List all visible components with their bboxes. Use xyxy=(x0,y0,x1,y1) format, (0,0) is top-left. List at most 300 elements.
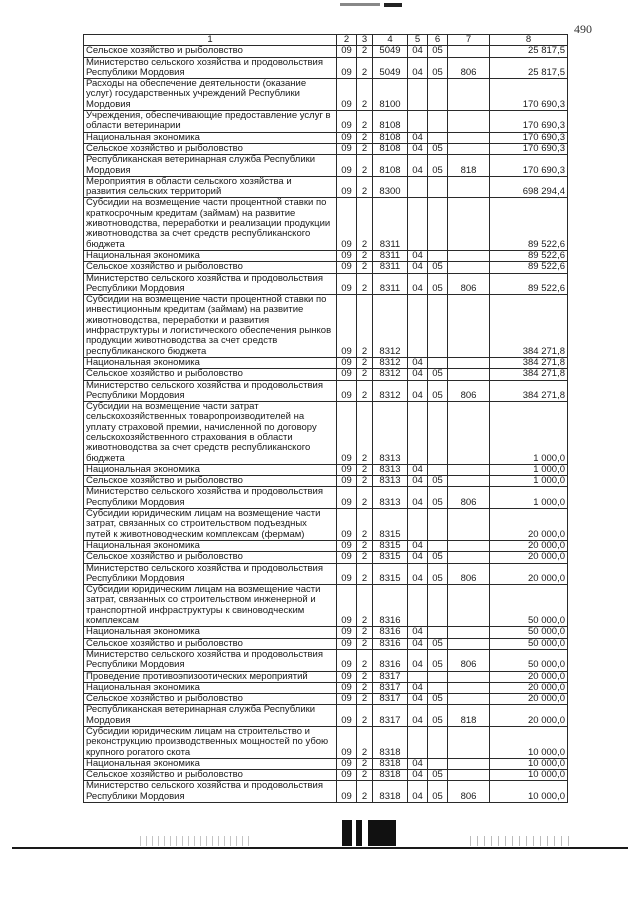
cell-name: Сельское хозяйство и рыболовство xyxy=(84,694,337,705)
cell-razdel: 04 xyxy=(408,155,428,177)
cell-sec: 09 xyxy=(337,57,357,79)
table-row xyxy=(84,155,568,177)
cell-amount: 170 690,3 xyxy=(490,143,568,154)
table-row xyxy=(84,57,568,79)
cell-podrazdel xyxy=(428,357,448,368)
cell-amount: 20 000,0 xyxy=(490,563,568,585)
cell-code: 8315 xyxy=(373,540,408,551)
cell-podrazdel: 05 xyxy=(428,770,448,781)
cell-sub: 2 xyxy=(357,487,373,509)
cell-razdel: 04 xyxy=(408,758,428,769)
cell-code: 8313 xyxy=(373,476,408,487)
cell-name: Субсидии на возмещение части процентной ставки по краткосрочным кредитам (займам) на развитие животноводства, переработки и реализации продукции животноводства за счет средств республиканского бюджета xyxy=(84,198,337,250)
cell-code: 8317 xyxy=(373,671,408,682)
table-row xyxy=(84,638,568,649)
cell-sec: 09 xyxy=(337,46,357,57)
cell-sec: 09 xyxy=(337,552,357,563)
cell-name: Министерство сельского хозяйства и продовольствия Республики Мордовия xyxy=(84,273,337,295)
cell-code: 8318 xyxy=(373,770,408,781)
cell-amount: 50 000,0 xyxy=(490,585,568,627)
cell-vedomstvo xyxy=(448,176,490,198)
cell-name: Субсидии юридическим лицам на строительство и реконструкцию производственных мощностей по убою крупного рогатого скота xyxy=(84,727,337,759)
cell-name: Министерство сельского хозяйства и продовольствия Республики Мордовия xyxy=(84,487,337,509)
cell-vedomstvo xyxy=(448,132,490,143)
cell-podrazdel xyxy=(428,132,448,143)
cell-amount: 384 271,8 xyxy=(490,295,568,358)
cell-podrazdel xyxy=(428,402,448,465)
cell-vedomstvo xyxy=(448,250,490,261)
cell-name: Национальная экономика xyxy=(84,758,337,769)
cell-podrazdel: 05 xyxy=(428,694,448,705)
cell-razdel xyxy=(408,176,428,198)
table-row xyxy=(84,540,568,551)
cell-sub: 2 xyxy=(357,111,373,133)
cell-razdel: 04 xyxy=(408,540,428,551)
cell-sub: 2 xyxy=(357,357,373,368)
cell-sub: 2 xyxy=(357,585,373,627)
cell-podrazdel: 05 xyxy=(428,781,448,803)
cell-podrazdel xyxy=(428,464,448,475)
table-row xyxy=(84,781,568,803)
cell-razdel: 04 xyxy=(408,638,428,649)
cell-amount: 20 000,0 xyxy=(490,540,568,551)
cell-sec: 09 xyxy=(337,111,357,133)
col-header-4: 4 xyxy=(373,35,408,46)
cell-amount: 20 000,0 xyxy=(490,671,568,682)
table-row xyxy=(84,79,568,111)
cell-code: 5049 xyxy=(373,57,408,79)
budget-table xyxy=(83,34,568,803)
cell-name: Республиканская ветеринарная служба Республики Мордовия xyxy=(84,705,337,727)
scan-blot-2 xyxy=(356,820,362,846)
cell-razdel: 04 xyxy=(408,250,428,261)
cell-code: 8108 xyxy=(373,132,408,143)
cell-sub: 2 xyxy=(357,705,373,727)
cell-sub: 2 xyxy=(357,380,373,402)
cell-sec: 09 xyxy=(337,540,357,551)
cell-code: 8312 xyxy=(373,295,408,358)
table-row xyxy=(84,649,568,671)
cell-sub: 2 xyxy=(357,758,373,769)
cell-razdel: 04 xyxy=(408,46,428,57)
cell-podrazdel xyxy=(428,295,448,358)
cell-podrazdel xyxy=(428,585,448,627)
cell-amount: 384 271,8 xyxy=(490,357,568,368)
cell-razdel: 04 xyxy=(408,57,428,79)
cell-name: Министерство сельского хозяйства и продовольствия Республики Мордовия xyxy=(84,781,337,803)
cell-razdel: 04 xyxy=(408,132,428,143)
cell-vedomstvo: 806 xyxy=(448,487,490,509)
cell-sub: 2 xyxy=(357,262,373,273)
cell-amount: 170 690,3 xyxy=(490,79,568,111)
cell-sec: 09 xyxy=(337,770,357,781)
cell-razdel: 04 xyxy=(408,682,428,693)
cell-sec: 09 xyxy=(337,273,357,295)
cell-amount: 1 000,0 xyxy=(490,464,568,475)
cell-razdel: 04 xyxy=(408,464,428,475)
cell-sub: 2 xyxy=(357,176,373,198)
table-row xyxy=(84,402,568,465)
cell-sec: 09 xyxy=(337,402,357,465)
cell-sub: 2 xyxy=(357,694,373,705)
cell-podrazdel xyxy=(428,540,448,551)
cell-code: 8312 xyxy=(373,380,408,402)
cell-podrazdel: 05 xyxy=(428,705,448,727)
cell-amount: 170 690,3 xyxy=(490,111,568,133)
cell-amount: 89 522,6 xyxy=(490,273,568,295)
cell-sec: 09 xyxy=(337,132,357,143)
cell-name: Расходы на обеспечение деятельности (оказание услуг) государственных учреждений Республики Мордовия xyxy=(84,79,337,111)
cell-code: 8316 xyxy=(373,627,408,638)
table-row xyxy=(84,295,568,358)
cell-name: Сельское хозяйство и рыболовство xyxy=(84,262,337,273)
cell-vedomstvo xyxy=(448,694,490,705)
table-row xyxy=(84,369,568,380)
cell-podrazdel: 05 xyxy=(428,262,448,273)
cell-vedomstvo xyxy=(448,295,490,358)
cell-amount: 10 000,0 xyxy=(490,781,568,803)
cell-sec: 09 xyxy=(337,627,357,638)
cell-code: 8108 xyxy=(373,111,408,133)
cell-code: 8313 xyxy=(373,487,408,509)
bottom-rule xyxy=(12,847,628,849)
cell-amount: 50 000,0 xyxy=(490,638,568,649)
cell-name: Национальная экономика xyxy=(84,357,337,368)
cell-vedomstvo xyxy=(448,79,490,111)
cell-sub: 2 xyxy=(357,79,373,111)
cell-sub: 2 xyxy=(357,563,373,585)
cell-razdel: 04 xyxy=(408,143,428,154)
cell-amount: 10 000,0 xyxy=(490,727,568,759)
cell-razdel xyxy=(408,585,428,627)
cell-podrazdel xyxy=(428,79,448,111)
cell-razdel: 04 xyxy=(408,369,428,380)
cell-amount: 20 000,0 xyxy=(490,552,568,563)
cell-podrazdel xyxy=(428,176,448,198)
cell-razdel: 04 xyxy=(408,649,428,671)
cell-podrazdel: 05 xyxy=(428,563,448,585)
table-row xyxy=(84,143,568,154)
cell-podrazdel xyxy=(428,627,448,638)
cell-sec: 09 xyxy=(337,155,357,177)
table-row xyxy=(84,727,568,759)
cell-razdel xyxy=(408,509,428,541)
cell-razdel xyxy=(408,402,428,465)
cell-podrazdel xyxy=(428,758,448,769)
table-row xyxy=(84,476,568,487)
cell-sub: 2 xyxy=(357,273,373,295)
col-header-1: 1 xyxy=(84,35,337,46)
cell-razdel: 04 xyxy=(408,262,428,273)
cell-sub: 2 xyxy=(357,682,373,693)
cell-amount: 1 000,0 xyxy=(490,402,568,465)
cell-podrazdel: 05 xyxy=(428,369,448,380)
cell-podrazdel: 05 xyxy=(428,143,448,154)
cell-podrazdel: 05 xyxy=(428,273,448,295)
cell-razdel: 04 xyxy=(408,380,428,402)
cell-podrazdel: 05 xyxy=(428,57,448,79)
cell-podrazdel xyxy=(428,682,448,693)
cell-razdel xyxy=(408,111,428,133)
cell-sub: 2 xyxy=(357,781,373,803)
cell-name: Национальная экономика xyxy=(84,132,337,143)
cell-name: Субсидии юридическим лицам на возмещение части затрат, связанных со строительством подъездных путей к животноводческим комплексам (фермам) xyxy=(84,509,337,541)
cell-code: 8311 xyxy=(373,262,408,273)
cell-vedomstvo xyxy=(448,585,490,627)
cell-razdel: 04 xyxy=(408,487,428,509)
scan-blot-3 xyxy=(368,820,396,846)
col-header-5: 5 xyxy=(408,35,428,46)
cell-amount: 170 690,3 xyxy=(490,132,568,143)
cell-sub: 2 xyxy=(357,464,373,475)
cell-razdel: 04 xyxy=(408,781,428,803)
cell-vedomstvo xyxy=(448,671,490,682)
table-row xyxy=(84,758,568,769)
cell-code: 8318 xyxy=(373,758,408,769)
cell-vedomstvo xyxy=(448,46,490,57)
cell-vedomstvo xyxy=(448,638,490,649)
cell-sec: 09 xyxy=(337,585,357,627)
cell-sec: 09 xyxy=(337,476,357,487)
cell-vedomstvo xyxy=(448,464,490,475)
cell-vedomstvo: 806 xyxy=(448,273,490,295)
cell-amount: 10 000,0 xyxy=(490,770,568,781)
cell-sec: 09 xyxy=(337,694,357,705)
cell-sec: 09 xyxy=(337,250,357,261)
cell-code: 8313 xyxy=(373,464,408,475)
cell-vedomstvo xyxy=(448,540,490,551)
cell-vedomstvo xyxy=(448,369,490,380)
cell-podrazdel: 05 xyxy=(428,476,448,487)
cell-vedomstvo xyxy=(448,476,490,487)
cell-amount: 20 000,0 xyxy=(490,509,568,541)
cell-name: Учреждения, обеспечивающие предоставление услуг в области ветеринарии xyxy=(84,111,337,133)
cell-sub: 2 xyxy=(357,402,373,465)
cell-vedomstvo xyxy=(448,509,490,541)
cell-vedomstvo: 818 xyxy=(448,705,490,727)
cell-amount: 25 817,5 xyxy=(490,57,568,79)
cell-name: Субсидии на возмещение части затрат сельскохозяйственных товаропроизводителей на уплату страховой премии, начисленной по договору сельскохозяйственного страхования в области животноводства за счет средств республиканского бюджета xyxy=(84,402,337,465)
cell-sec: 09 xyxy=(337,758,357,769)
cell-code: 8312 xyxy=(373,369,408,380)
cell-amount: 384 271,8 xyxy=(490,369,568,380)
cell-name: Национальная экономика xyxy=(84,627,337,638)
cell-code: 8316 xyxy=(373,638,408,649)
cell-name: Сельское хозяйство и рыболовство xyxy=(84,770,337,781)
table-row xyxy=(84,273,568,295)
col-header-3: 3 xyxy=(357,35,373,46)
cell-name: Министерство сельского хозяйства и продовольствия Республики Мордовия xyxy=(84,563,337,585)
table-row xyxy=(84,509,568,541)
cell-code: 8318 xyxy=(373,727,408,759)
scan-noise-right xyxy=(470,836,570,846)
cell-name: Сельское хозяйство и рыболовство xyxy=(84,638,337,649)
cell-razdel: 04 xyxy=(408,552,428,563)
cell-vedomstvo: 806 xyxy=(448,781,490,803)
col-header-2: 2 xyxy=(337,35,357,46)
cell-vedomstvo: 806 xyxy=(448,563,490,585)
cell-sub: 2 xyxy=(357,671,373,682)
cell-sub: 2 xyxy=(357,540,373,551)
cell-vedomstvo xyxy=(448,262,490,273)
cell-name: Сельское хозяйство и рыболовство xyxy=(84,552,337,563)
cell-razdel: 04 xyxy=(408,273,428,295)
cell-code: 8300 xyxy=(373,176,408,198)
cell-sec: 09 xyxy=(337,682,357,693)
cell-name: Национальная экономика xyxy=(84,682,337,693)
cell-sec: 09 xyxy=(337,487,357,509)
cell-code: 8313 xyxy=(373,402,408,465)
cell-name: Министерство сельского хозяйства и продовольствия Республики Мордовия xyxy=(84,649,337,671)
cell-vedomstvo xyxy=(448,727,490,759)
cell-vedomstvo xyxy=(448,627,490,638)
cell-razdel: 04 xyxy=(408,694,428,705)
cell-sec: 09 xyxy=(337,671,357,682)
cell-razdel: 04 xyxy=(408,627,428,638)
table-row xyxy=(84,671,568,682)
cell-amount: 25 817,5 xyxy=(490,46,568,57)
cell-sub: 2 xyxy=(357,770,373,781)
cell-name: Национальная экономика xyxy=(84,540,337,551)
cell-podrazdel: 05 xyxy=(428,155,448,177)
cell-code: 8316 xyxy=(373,585,408,627)
table-row xyxy=(84,111,568,133)
scan-noise-left xyxy=(140,836,250,846)
cell-razdel xyxy=(408,671,428,682)
cell-podrazdel xyxy=(428,671,448,682)
cell-razdel xyxy=(408,727,428,759)
cell-razdel xyxy=(408,79,428,111)
cell-sub: 2 xyxy=(357,155,373,177)
cell-sub: 2 xyxy=(357,627,373,638)
table-row xyxy=(84,198,568,250)
cell-podrazdel: 05 xyxy=(428,46,448,57)
cell-vedomstvo xyxy=(448,143,490,154)
cell-podrazdel: 05 xyxy=(428,638,448,649)
cell-podrazdel: 05 xyxy=(428,380,448,402)
table-row xyxy=(84,627,568,638)
cell-sub: 2 xyxy=(357,727,373,759)
cell-sub: 2 xyxy=(357,198,373,250)
cell-amount: 384 271,8 xyxy=(490,380,568,402)
cell-name: Проведение противоэпизоотических мероприятий xyxy=(84,671,337,682)
cell-amount: 89 522,6 xyxy=(490,250,568,261)
scan-artifact-top-dark xyxy=(384,3,402,7)
cell-sec: 09 xyxy=(337,262,357,273)
cell-vedomstvo: 806 xyxy=(448,649,490,671)
cell-code: 8311 xyxy=(373,198,408,250)
cell-code: 8100 xyxy=(373,79,408,111)
table-row xyxy=(84,705,568,727)
cell-name: Министерство сельского хозяйства и продовольствия Республики Мордовия xyxy=(84,380,337,402)
cell-sec: 09 xyxy=(337,79,357,111)
cell-name: Субсидии на возмещение части процентной ставки по инвестиционным кредитам (займам) на развитие животноводства, переработки и развития инфраструктуры и логистического обеспечения рынков продукции животноводства за счет средств республиканского бюджета xyxy=(84,295,337,358)
cell-razdel xyxy=(408,295,428,358)
cell-podrazdel xyxy=(428,198,448,250)
cell-sub: 2 xyxy=(357,143,373,154)
cell-vedomstvo xyxy=(448,770,490,781)
cell-amount: 1 000,0 xyxy=(490,487,568,509)
table-row xyxy=(84,132,568,143)
cell-name: Республиканская ветеринарная служба Республики Мордовия xyxy=(84,155,337,177)
cell-sec: 09 xyxy=(337,727,357,759)
cell-sec: 09 xyxy=(337,143,357,154)
cell-code: 8315 xyxy=(373,509,408,541)
cell-sub: 2 xyxy=(357,295,373,358)
cell-sec: 09 xyxy=(337,638,357,649)
cell-name: Сельское хозяйство и рыболовство xyxy=(84,46,337,57)
cell-name: Сельское хозяйство и рыболовство xyxy=(84,143,337,154)
table-row xyxy=(84,694,568,705)
cell-name: Мероприятия в области сельского хозяйства и развития сельских территорий xyxy=(84,176,337,198)
cell-code: 8317 xyxy=(373,682,408,693)
cell-sub: 2 xyxy=(357,132,373,143)
cell-podrazdel: 05 xyxy=(428,487,448,509)
cell-sub: 2 xyxy=(357,649,373,671)
cell-code: 8318 xyxy=(373,781,408,803)
col-header-7: 7 xyxy=(448,35,490,46)
cell-sec: 09 xyxy=(337,509,357,541)
cell-vedomstvo: 818 xyxy=(448,155,490,177)
cell-name: Сельское хозяйство и рыболовство xyxy=(84,476,337,487)
cell-code: 8108 xyxy=(373,155,408,177)
cell-code: 8311 xyxy=(373,250,408,261)
cell-vedomstvo: 806 xyxy=(448,380,490,402)
cell-name: Сельское хозяйство и рыболовство xyxy=(84,369,337,380)
cell-sub: 2 xyxy=(357,509,373,541)
table-row xyxy=(84,464,568,475)
cell-name: Национальная экономика xyxy=(84,464,337,475)
cell-code: 8316 xyxy=(373,649,408,671)
cell-sec: 09 xyxy=(337,295,357,358)
table-body xyxy=(84,46,568,803)
cell-amount: 50 000,0 xyxy=(490,627,568,638)
cell-sub: 2 xyxy=(357,46,373,57)
cell-amount: 20 000,0 xyxy=(490,682,568,693)
table-row xyxy=(84,250,568,261)
cell-amount: 89 522,6 xyxy=(490,262,568,273)
cell-amount: 10 000,0 xyxy=(490,758,568,769)
cell-razdel: 04 xyxy=(408,563,428,585)
cell-amount: 50 000,0 xyxy=(490,649,568,671)
cell-amount: 20 000,0 xyxy=(490,705,568,727)
cell-sec: 09 xyxy=(337,369,357,380)
page-number: 490 xyxy=(574,22,592,36)
cell-amount: 20 000,0 xyxy=(490,694,568,705)
cell-sec: 09 xyxy=(337,464,357,475)
cell-vedomstvo xyxy=(448,198,490,250)
cell-sub: 2 xyxy=(357,369,373,380)
cell-sub: 2 xyxy=(357,638,373,649)
cell-code: 5049 xyxy=(373,46,408,57)
table-header-row xyxy=(84,35,568,46)
table-row xyxy=(84,563,568,585)
table-row xyxy=(84,380,568,402)
table-row xyxy=(84,357,568,368)
cell-sub: 2 xyxy=(357,57,373,79)
cell-razdel: 04 xyxy=(408,770,428,781)
cell-vedomstvo xyxy=(448,357,490,368)
cell-amount: 1 000,0 xyxy=(490,476,568,487)
cell-name: Министерство сельского хозяйства и продовольствия Республики Мордовия xyxy=(84,57,337,79)
cell-amount: 89 522,6 xyxy=(490,198,568,250)
cell-vedomstvo xyxy=(448,402,490,465)
table-row xyxy=(84,487,568,509)
cell-sec: 09 xyxy=(337,563,357,585)
cell-razdel: 04 xyxy=(408,357,428,368)
cell-vedomstvo: 806 xyxy=(448,57,490,79)
table-row xyxy=(84,770,568,781)
